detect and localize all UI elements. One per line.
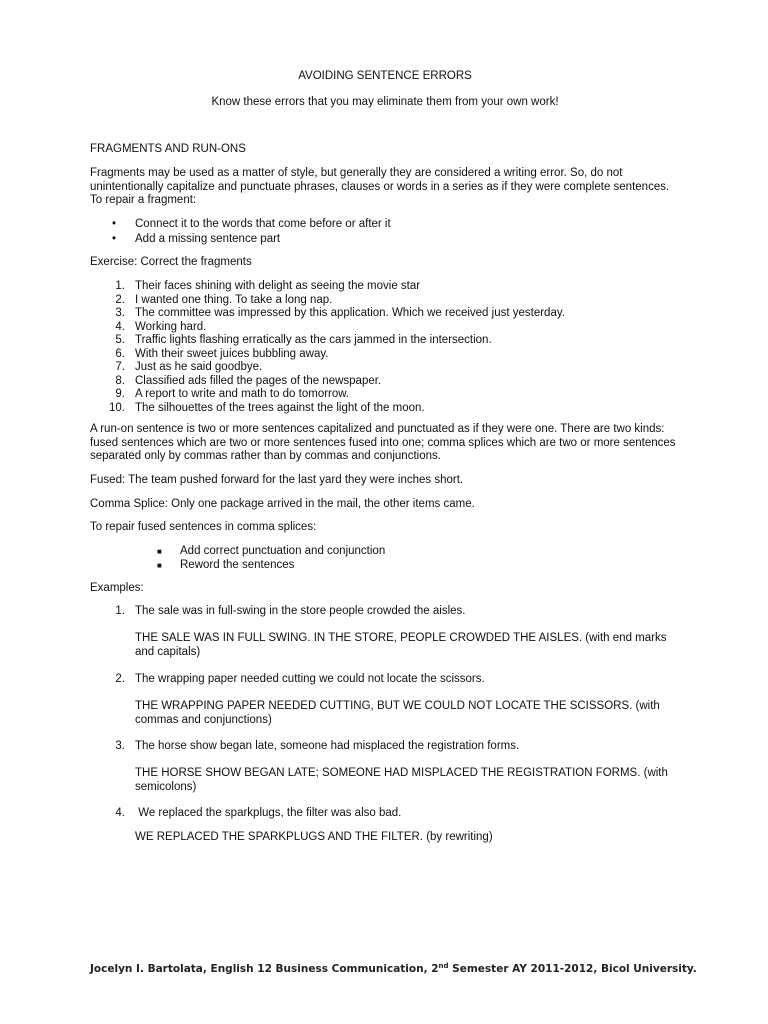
document-subtitle: Know these errors that you may eliminate them from your own work! <box>211 96 559 108</box>
fragment-repair-list <box>90 218 391 248</box>
exercise-label: Exercise: Correct the fragments <box>90 256 252 268</box>
list-item: • Connect it to the words that come before or after it <box>112 218 391 230</box>
comma-splice-example: Comma Splice: Only one package arrived in the mail, the other items came. <box>90 498 475 510</box>
example-item: 3. The horse show began late, someone had misplaced the registration forms. THE HORSE SHOW BEGAN LATE; SOMEONE HAD MISPLACED THE REGISTRATION FORMS. (with semicolons) <box>90 740 680 794</box>
example-correction: THE WRAPPING PAPER NEEDED CUTTING, BUT WE COULD NOT LOCATE THE SCISSORS. (with commas and conjunctions) <box>135 700 660 726</box>
example-item: 1. The sale was in full-swing in the store people crowded the aisles. THE SALE WAS IN FULL SWING. IN THE STORE, PEOPLE CROWDED THE AISLES. (with end marks and capitals) <box>90 605 680 659</box>
example-correction: WE REPLACED THE SPARKPLUGS AND THE FILTER. (by rewriting) <box>135 830 493 843</box>
runon-repair-list <box>135 545 385 572</box>
examples-label: Examples: <box>90 582 144 594</box>
document-title: AVOIDING SENTENCE ERRORS <box>298 70 472 82</box>
list-item: 1. Their faces shining with delight as seeing the movie star <box>115 280 421 292</box>
list-item: 10. The silhouettes of the trees against the light of the moon. <box>109 401 425 414</box>
bullet-icon: • <box>112 233 117 245</box>
list-item: 6. With their sweet juices bubbling away. <box>115 347 329 360</box>
list-item: 4. Working hard. <box>115 320 207 333</box>
square-bullet-icon: ■ <box>157 547 162 556</box>
square-bullet-icon: ■ <box>157 560 162 570</box>
list-item: ■ Add correct punctuation and conjunction <box>157 545 386 557</box>
document-page <box>90 0 697 1024</box>
example-item: 2. The wrapping paper needed cutting we could not locate the scissors. THE WRAPPING PAPER NEEDED CUTTING, BUT WE COULD NOT LOCATE THE SCISSORS. (with commas and conjunctions) <box>90 673 680 727</box>
repair-runon-label: To repair fused sentences in comma splices: <box>90 521 317 533</box>
list-item: 8. Classified ads filled the pages of the newspaper. <box>115 374 382 387</box>
example-item: 4. We replaced the sparkplugs, the filter was also bad. WE REPLACED THE SPARKPLUGS AND THE FILTER. (by rewriting) <box>90 807 680 844</box>
fused-example: Fused: The team pushed forward for the last yard they were inches short. <box>90 474 464 486</box>
example-sentence: The sale was in full-swing in the store people crowded the aisles. <box>135 605 466 617</box>
list-item: 7. Just as he said goodbye. <box>115 361 263 373</box>
list-item: 2. I wanted one thing. To take a long nap. <box>115 293 333 306</box>
runon-intro: A run-on sentence is two or more sentences capitalized and punctuated as if they were one. There are two kinds: fused sentences which are two or more sentences fused into one; comma splices which are two or more sentences separated only by commas rather than by commas and conjunctions. <box>90 423 676 462</box>
list-item: 9. A report to write and math to do tomorrow. <box>115 388 350 400</box>
list-item: 5. Traffic lights flashing erratically as the cars jammed in the intersection. <box>115 334 492 346</box>
list-item: 3. The committee was impressed by this application. Which we received just yesterday. <box>115 307 565 319</box>
footer-credit: Jocelyn I. Bartolata, English 12 Business Communication, 2nd Semester AY 2011-2012, Bicol University. <box>90 962 697 975</box>
list-item: ■ Reword the sentences <box>157 558 295 571</box>
list-item: • Add a missing sentence part <box>112 233 281 245</box>
fragments-intro: Fragments may be used as a matter of style, but generally they are considered a writing error. So, do not unintentionally capitalize and punctuate phrases, clauses or words in a series as if they were complete sentences. To repair a fragment: <box>90 167 670 206</box>
example-sentence: The horse show began late, someone had misplaced the registration forms. <box>135 740 520 752</box>
example-sentence: We replaced the sparkplugs, the filter was also bad. <box>135 807 402 819</box>
example-correction: THE SALE WAS IN FULL SWING. IN THE STORE, PEOPLE CROWDED THE AISLES. (with end marks and capitals) <box>135 632 667 658</box>
exercise-list <box>90 280 680 415</box>
example-sentence: The wrapping paper needed cutting we could not locate the scissors. <box>135 673 485 685</box>
example-correction: THE HORSE SHOW BEGAN LATE; SOMEONE HAD MISPLACED THE REGISTRATION FORMS. (with semicolons) <box>135 767 668 793</box>
bullet-icon: • <box>112 218 117 230</box>
section-heading: FRAGMENTS AND RUN-ONS <box>90 143 246 155</box>
